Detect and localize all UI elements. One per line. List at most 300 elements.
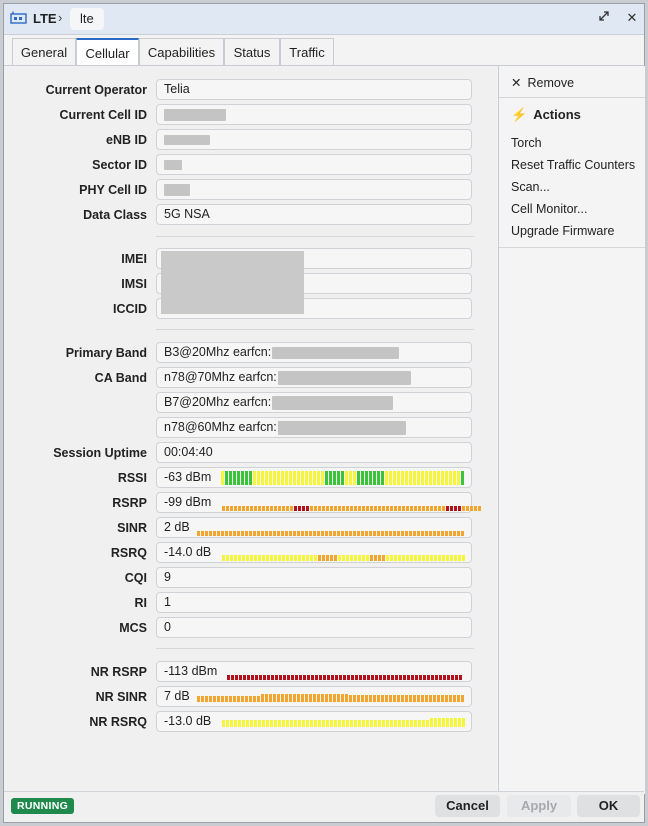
meter-segment <box>282 720 285 727</box>
ok-button[interactable]: OK <box>577 795 640 817</box>
meter-segment <box>233 471 236 485</box>
meter-segment <box>305 531 308 536</box>
meter-segment <box>474 506 477 511</box>
meter-segment <box>221 696 224 702</box>
meter-segment <box>313 471 316 485</box>
meter-segment <box>369 471 372 485</box>
meter-segment <box>249 531 252 536</box>
status-badge: RUNNING <box>11 798 74 814</box>
meter-segment <box>378 555 381 561</box>
meter-segment <box>230 720 233 727</box>
meter-segment <box>421 471 424 485</box>
meter-segment <box>261 531 264 536</box>
meter-segment <box>337 531 340 536</box>
meter-segment <box>369 531 372 536</box>
meter-segment <box>402 506 405 511</box>
meter-segment <box>274 720 277 727</box>
meter-segment <box>333 531 336 536</box>
meter-segment <box>381 695 384 702</box>
close-icon[interactable]: ✕ <box>626 10 638 25</box>
meter-segment <box>402 555 405 561</box>
meter-segment <box>301 694 304 702</box>
meter-segment <box>382 506 385 511</box>
meter-segment <box>351 675 354 680</box>
meter-segment <box>449 695 452 702</box>
meter-segment <box>285 471 288 485</box>
meter-segment <box>349 531 352 536</box>
meter-segment <box>265 694 268 702</box>
meter-segment <box>426 720 429 727</box>
sidebar-divider <box>499 97 645 98</box>
cellular-panel <box>4 66 497 794</box>
meter-segment <box>305 471 308 485</box>
meter-segment <box>386 720 389 727</box>
meter-segment <box>337 694 340 702</box>
meter-segment <box>398 506 401 511</box>
meter-segment <box>287 675 290 680</box>
breadcrumb-item-lte[interactable]: lte <box>70 8 104 30</box>
meter-segment <box>269 531 272 536</box>
meter-segment <box>378 506 381 511</box>
tab-traffic[interactable]: Traffic <box>280 38 334 65</box>
meter-segment <box>410 555 413 561</box>
meter-segment <box>247 675 250 680</box>
meter-segment <box>254 720 257 727</box>
enb-id-label: eNB ID <box>106 133 147 147</box>
meter-segment <box>438 506 441 511</box>
meter-segment <box>241 696 244 702</box>
meter-segment <box>334 720 337 727</box>
meter-segment <box>249 696 252 702</box>
meter-segment <box>293 471 296 485</box>
meter-segment <box>425 531 428 536</box>
apply-button[interactable]: Apply <box>507 795 571 817</box>
meter-segment <box>430 718 433 727</box>
meter-segment <box>323 675 326 680</box>
meter-segment <box>433 695 436 702</box>
meter-segment <box>209 531 212 536</box>
meter-segment <box>329 531 332 536</box>
meter-segment <box>297 471 300 485</box>
meter-segment <box>303 675 306 680</box>
meter-segment <box>315 675 318 680</box>
meter-segment <box>462 718 465 727</box>
meter-segment <box>326 720 329 727</box>
meter-segment <box>446 718 449 727</box>
meter-segment <box>329 471 332 485</box>
meter-segment <box>289 471 292 485</box>
meter-segment <box>457 471 460 485</box>
meter-segment <box>366 555 369 561</box>
rsrq-meter <box>222 555 466 561</box>
upgrade-firmware-action[interactable]: Upgrade Firmware <box>511 224 615 238</box>
meter-segment <box>418 555 421 561</box>
meter-segment <box>346 720 349 727</box>
meter-segment <box>302 720 305 727</box>
meter-segment <box>205 696 208 702</box>
meter-segment <box>337 471 340 485</box>
meter-segment <box>217 696 220 702</box>
meter-segment <box>446 555 449 561</box>
meter-segment <box>311 675 314 680</box>
section-divider <box>156 648 474 649</box>
meter-segment <box>410 720 413 727</box>
meter-segment <box>426 555 429 561</box>
meter-segment <box>353 695 356 702</box>
meter-segment <box>341 694 344 702</box>
restore-icon[interactable] <box>596 10 612 26</box>
sinr-value: 2 dB <box>164 520 190 534</box>
meter-segment <box>290 506 293 511</box>
meter-segment <box>281 471 284 485</box>
meter-segment <box>243 675 246 680</box>
meter-segment <box>282 506 285 511</box>
cqi-field: 9 <box>156 567 472 588</box>
meter-segment <box>226 720 229 727</box>
meter-segment <box>265 531 268 536</box>
meter-segment <box>281 694 284 702</box>
meter-segment <box>342 555 345 561</box>
meter-segment <box>221 531 224 536</box>
meter-segment <box>433 471 436 485</box>
meter-segment <box>413 471 416 485</box>
meter-segment <box>307 675 310 680</box>
meter-segment <box>249 471 252 485</box>
meter-segment <box>318 506 321 511</box>
meter-segment <box>361 531 364 536</box>
meter-segment <box>245 696 248 702</box>
meter-segment <box>309 694 312 702</box>
meter-segment <box>286 506 289 511</box>
meter-segment <box>442 718 445 727</box>
meter-segment <box>394 506 397 511</box>
meter-segment <box>445 471 448 485</box>
meter-segment <box>306 506 309 511</box>
meter-segment <box>407 675 410 680</box>
lte-window <box>3 3 645 823</box>
meter-segment <box>275 675 278 680</box>
meter-segment <box>355 675 358 680</box>
meter-segment <box>271 675 274 680</box>
nr-rsrp-meter <box>227 675 463 680</box>
scan-action[interactable]: Scan... <box>511 180 550 194</box>
meter-segment <box>298 555 301 561</box>
meter-segment <box>201 531 204 536</box>
meter-segment <box>266 555 269 561</box>
action-sidebar <box>498 66 645 794</box>
meter-segment <box>377 695 380 702</box>
close-icon: ✕ <box>511 76 522 90</box>
meter-segment <box>313 531 316 536</box>
tab-capabilities[interactable]: Capabilities <box>139 38 224 65</box>
meter-segment <box>395 675 398 680</box>
meter-segment <box>231 675 234 680</box>
cancel-button[interactable]: Cancel <box>435 795 500 817</box>
meter-segment <box>233 696 236 702</box>
meter-segment <box>350 720 353 727</box>
meter-segment <box>297 694 300 702</box>
meter-segment <box>317 694 320 702</box>
nr-rsrp-label: NR RSRP <box>90 665 147 679</box>
meter-segment <box>457 531 460 536</box>
meter-segment <box>230 506 233 511</box>
meter-segment <box>246 555 249 561</box>
sector-id-label: Sector ID <box>92 158 147 172</box>
primary-band-value: B3@20Mhz earfcn: <box>164 345 272 359</box>
meter-segment <box>235 675 238 680</box>
meter-segment <box>197 696 200 702</box>
meter-segment <box>374 555 377 561</box>
meter-segment <box>437 531 440 536</box>
meter-segment <box>430 555 433 561</box>
meter-segment <box>326 506 329 511</box>
tab-general[interactable]: General <box>12 38 76 65</box>
meter-segment <box>365 695 368 702</box>
meter-segment <box>422 506 425 511</box>
meter-segment <box>225 471 228 485</box>
meter-segment <box>327 675 330 680</box>
current-cell-id-label: Current Cell ID <box>59 108 147 122</box>
meter-segment <box>386 555 389 561</box>
meter-segment <box>339 675 342 680</box>
meter-segment <box>387 675 390 680</box>
meter-segment <box>294 720 297 727</box>
meter-segment <box>401 695 404 702</box>
meter-segment <box>331 675 334 680</box>
meter-segment <box>373 471 376 485</box>
breadcrumb-separator: › <box>58 10 63 25</box>
meter-segment <box>290 555 293 561</box>
meter-segment <box>350 555 353 561</box>
meter-segment <box>357 531 360 536</box>
meter-segment <box>310 555 313 561</box>
meter-segment <box>357 695 360 702</box>
meter-segment <box>450 506 453 511</box>
meter-segment <box>345 471 348 485</box>
meter-segment <box>229 531 232 536</box>
meter-segment <box>370 506 373 511</box>
rssi-value: -63 dBm <box>164 470 212 484</box>
primary-band-label: Primary Band <box>65 346 147 360</box>
meter-segment <box>330 720 333 727</box>
meter-segment <box>438 555 441 561</box>
tab-status[interactable]: Status <box>224 38 280 65</box>
meter-segment <box>458 506 461 511</box>
tab-cellular[interactable]: Cellular <box>76 38 139 65</box>
meter-segment <box>313 694 316 702</box>
meter-segment <box>459 675 462 680</box>
reset-traffic-counters-action[interactable]: Reset Traffic Counters <box>511 158 636 172</box>
meter-segment <box>406 720 409 727</box>
meter-segment <box>274 506 277 511</box>
meter-segment <box>273 471 276 485</box>
meter-segment <box>393 695 396 702</box>
nr-rsrq-label: NR RSRQ <box>89 715 147 729</box>
meter-segment <box>338 720 341 727</box>
meter-segment <box>241 531 244 536</box>
ri-label: RI <box>134 596 147 610</box>
imsi-label: IMSI <box>121 277 147 291</box>
meter-segment <box>322 720 325 727</box>
meter-segment <box>426 506 429 511</box>
nr-rsrp-value: -113 dBm <box>164 664 218 678</box>
meter-segment <box>421 531 424 536</box>
meter-segment <box>389 531 392 536</box>
meter-segment <box>342 720 345 727</box>
meter-segment <box>390 506 393 511</box>
meter-segment <box>382 720 385 727</box>
meter-segment <box>334 506 337 511</box>
meter-segment <box>377 531 380 536</box>
meter-segment <box>226 555 229 561</box>
meter-segment <box>238 720 241 727</box>
meter-segment <box>262 720 265 727</box>
meter-segment <box>259 675 262 680</box>
meter-segment <box>386 506 389 511</box>
meter-segment <box>238 506 241 511</box>
meter-segment <box>398 555 401 561</box>
cqi-label: CQI <box>124 571 147 585</box>
remove-button[interactable] <box>511 75 574 90</box>
meter-segment <box>325 531 328 536</box>
meter-segment <box>253 696 256 702</box>
rsrp-label: RSRP <box>112 496 147 510</box>
meter-segment <box>319 675 322 680</box>
rsrq-value: -14.0 dB <box>164 545 212 559</box>
meter-segment <box>445 695 448 702</box>
meter-segment <box>290 720 293 727</box>
meter-segment <box>343 675 346 680</box>
meter-segment <box>462 555 465 561</box>
meter-segment <box>429 471 432 485</box>
meter-segment <box>346 506 349 511</box>
meter-segment <box>466 506 469 511</box>
meter-segment <box>325 694 328 702</box>
meter-segment <box>234 555 237 561</box>
phy-cell-id-label: PHY Cell ID <box>79 183 147 197</box>
meter-segment <box>297 531 300 536</box>
meter-segment <box>367 675 370 680</box>
meter-segment <box>302 506 305 511</box>
meter-segment <box>366 506 369 511</box>
meter-segment <box>321 531 324 536</box>
meter-segment <box>266 720 269 727</box>
meter-segment <box>329 694 332 702</box>
meter-segment <box>294 506 297 511</box>
meter-segment <box>381 531 384 536</box>
meter-segment <box>421 695 424 702</box>
meter-segment <box>394 720 397 727</box>
meter-segment <box>205 531 208 536</box>
meter-segment <box>354 720 357 727</box>
meter-segment <box>321 694 324 702</box>
meter-segment <box>415 675 418 680</box>
cell-monitor-action[interactable]: Cell Monitor... <box>511 202 588 216</box>
meter-segment <box>342 506 345 511</box>
meter-segment <box>237 696 240 702</box>
meter-segment <box>461 531 464 536</box>
nr-rsrq-meter <box>222 718 466 727</box>
torch-action[interactable]: Torch <box>511 136 542 150</box>
meter-segment <box>302 555 305 561</box>
meter-segment <box>318 555 321 561</box>
sinr-meter <box>197 531 465 536</box>
meter-segment <box>374 720 377 727</box>
meter-segment <box>410 506 413 511</box>
nr-sinr-label: NR SINR <box>95 690 147 704</box>
meter-segment <box>265 471 268 485</box>
meter-segment <box>267 675 270 680</box>
meter-segment <box>273 531 276 536</box>
meter-segment <box>301 531 304 536</box>
meter-segment <box>434 718 437 727</box>
section-divider <box>156 329 474 330</box>
meter-segment <box>269 694 272 702</box>
meter-segment <box>454 555 457 561</box>
meter-segment <box>270 555 273 561</box>
meter-segment <box>398 720 401 727</box>
actions-heading-label: Actions <box>533 107 581 122</box>
meter-segment <box>381 471 384 485</box>
meter-segment <box>414 555 417 561</box>
enb-id-field <box>156 129 472 150</box>
meter-segment <box>234 720 237 727</box>
footer-bar <box>4 791 644 822</box>
meter-segment <box>385 695 388 702</box>
meter-segment <box>286 555 289 561</box>
meter-segment <box>369 695 372 702</box>
meter-segment <box>349 471 352 485</box>
ri-field: 1 <box>156 592 472 613</box>
meter-segment <box>341 531 344 536</box>
meter-segment <box>461 471 464 485</box>
meter-segment <box>277 471 280 485</box>
meter-segment <box>242 720 245 727</box>
meter-segment <box>446 506 449 511</box>
lightning-icon: ⚡ <box>511 107 528 122</box>
meter-segment <box>338 555 341 561</box>
meter-segment <box>443 675 446 680</box>
current-operator-label: Current Operator <box>45 83 147 97</box>
meter-segment <box>397 531 400 536</box>
meter-segment <box>389 695 392 702</box>
rsrp-meter <box>222 506 482 511</box>
meter-segment <box>229 471 232 485</box>
meter-segment <box>394 555 397 561</box>
meter-segment <box>294 555 297 561</box>
meter-segment <box>335 675 338 680</box>
meter-segment <box>359 675 362 680</box>
meter-segment <box>222 720 225 727</box>
meter-segment <box>245 471 248 485</box>
meter-segment <box>234 506 237 511</box>
meter-segment <box>427 675 430 680</box>
ca-band-field-1 <box>156 367 472 388</box>
meter-segment <box>293 531 296 536</box>
meter-segment <box>411 675 414 680</box>
meter-segment <box>213 696 216 702</box>
meter-segment <box>291 675 294 680</box>
meter-segment <box>437 471 440 485</box>
meter-segment <box>419 675 422 680</box>
meter-segment <box>353 471 356 485</box>
meter-segment <box>341 471 344 485</box>
meter-segment <box>445 531 448 536</box>
iccid-label: ICCID <box>112 302 147 316</box>
current-operator-field: Telia <box>156 79 472 100</box>
meter-segment <box>397 695 400 702</box>
meter-segment <box>257 471 260 485</box>
